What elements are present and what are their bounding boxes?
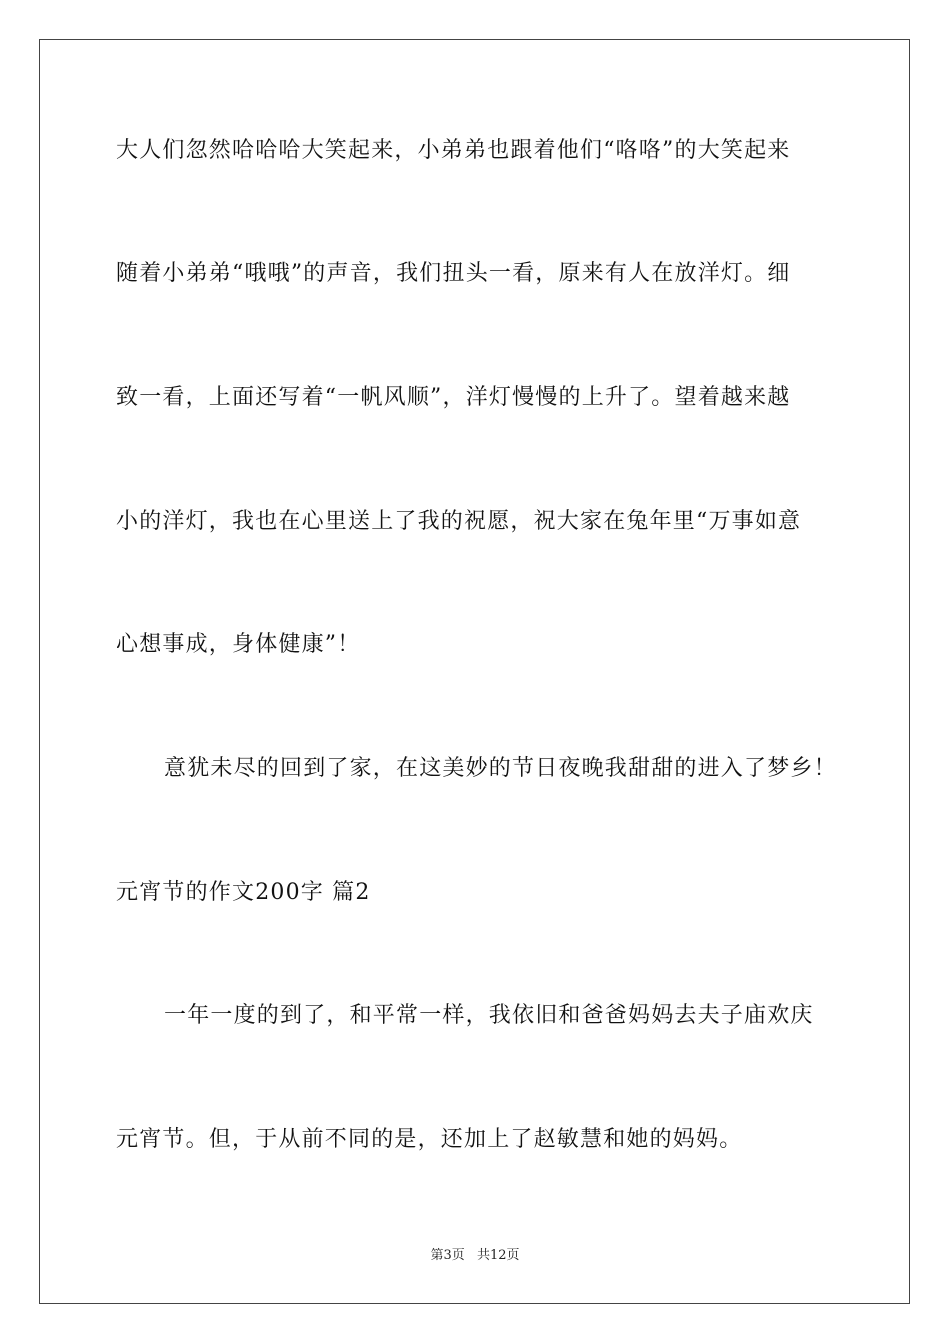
paragraph-line-4: 小的洋灯，我也在心里送上了我的祝愿，祝大家在兔年里“万事如意 [116,509,802,534]
paragraph-line-6: 意犹未尽的回到了家，在这美妙的节日夜晚我甜甜的进入了梦乡！ [164,756,837,781]
section-heading: 元宵节的作文200字 篇2 [116,880,371,905]
page-number: 第3页 [430,1248,465,1263]
paragraph-line-7: 一年一度的到了，和平常一样，我依旧和爸爸妈妈去夫子庙欢庆 [164,1003,814,1028]
paragraph-line-5: 心想事成，身体健康”！ [116,632,361,657]
page-footer [0,1244,950,1263]
page-border [39,39,910,1304]
paragraph-line-2: 随着小弟弟“哦哦”的声音，我们扭头一看，原来有人在放洋灯。细 [116,261,791,286]
paragraph-line-1: 大人们忽然哈哈哈大笑起来，小弟弟也跟着他们“咯咯”的大笑起来 [116,138,791,163]
paragraph-line-8: 元宵节。但，于从前不同的是，还加上了赵敏慧和她的妈妈。 [116,1127,743,1152]
paragraph-line-3: 致一看，上面还写着“一帆风顺”，洋灯慢慢的上升了。望着越来越 [116,385,791,410]
page-total: 共12页 [476,1248,520,1263]
